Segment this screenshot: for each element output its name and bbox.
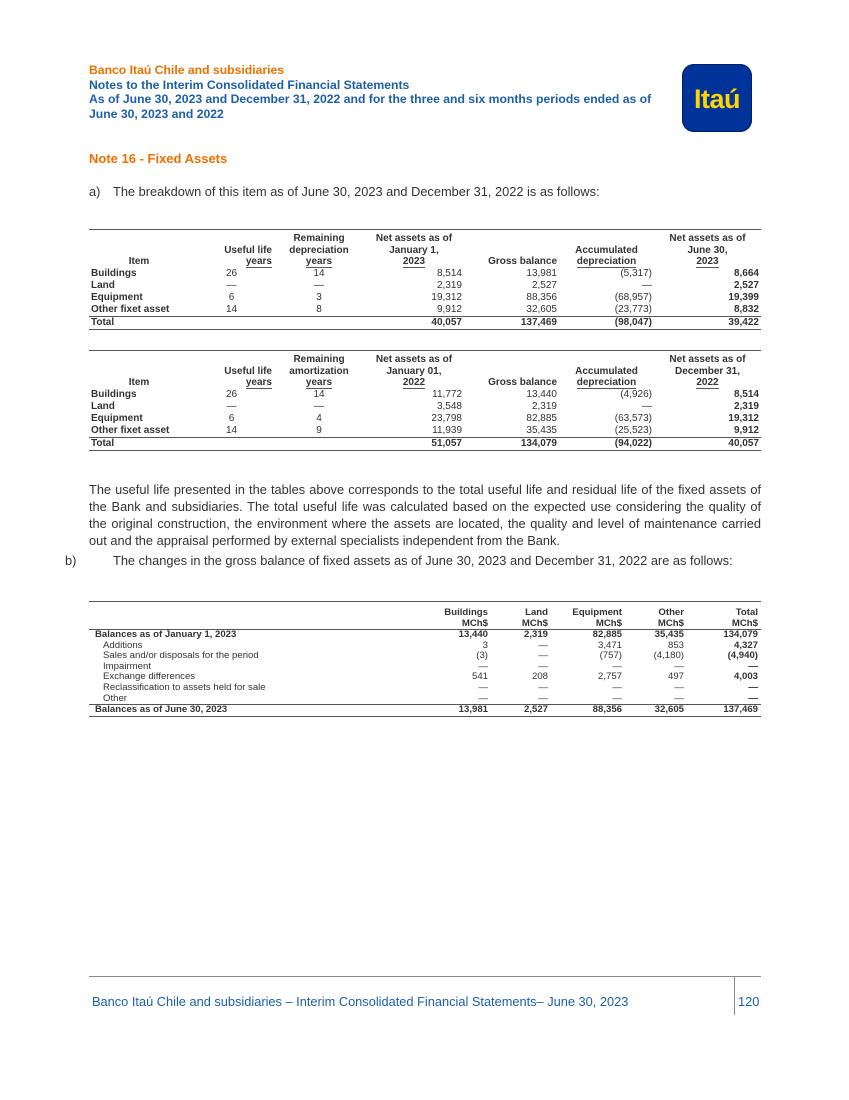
table-row: Buildings 26 14 8,514 13,981 (5,317) 8,664 [91,267,759,279]
col-useful-life: Useful life years [189,351,274,389]
paragraph-b-text: The changes in the gross balance of fixed assets as of June 30, 2023 and December 31, 2022 are as follows: [113,553,733,568]
table-row: Exchange differences 541 208 2,757 497 4,003 [103,671,758,683]
table-row: Buildings 26 14 11,772 13,440 (4,926) 8,514 [91,388,759,400]
header-line-4: June 30, 2023 and 2022 [89,106,224,121]
table-total-row: Total 51,057 134,079 (94,022) 40,057 [91,437,759,449]
col-item: Item [89,351,189,389]
document-header [89,63,689,121]
footer-page-divider [734,977,735,1015]
col-accum: Accumulated depreciation [559,351,654,389]
col-remaining: Remaining amortization years [274,351,364,389]
closing-balance-row: Balances as of June 30, 2023 13,981 2,527 88,356 32,605 137,469 [89,705,761,717]
col-gross: Gross balance [464,230,559,268]
page-number: 120 [738,994,760,1009]
header-line-3: As of June 30, 2023 and December 31, 2022 and for the three and six months periods ended as of [89,92,652,106]
col-net-close: Net assets as of June 30, 2023 [654,230,761,268]
note-title: Note 16 - Fixed Assets [89,151,228,166]
table-total-row: Total 40,057 137,469 (98,047) 39,422 [91,316,759,328]
col-buildings: Buildings [429,602,491,619]
company-name: Banco Itaú Chile and subsidiaries [89,63,285,77]
table-row: Land — — 3,548 2,319 — 2,319 [91,400,759,412]
header-line-2: Notes to the Interim Consolidated Financial Statements [89,77,410,92]
table-row: Reclassification to assets held for sale — — — — — [103,681,758,693]
unit-label: MCh$ [687,618,761,630]
unit-label: MCh$ [491,618,551,630]
col-remaining: Remaining depreciation years [274,230,364,268]
col-net-open: Net assets as of January 1, 2023 [364,230,464,268]
col-total: Total [687,602,761,619]
logo-text: Itaú [693,84,740,114]
itau-logo [682,64,752,132]
paragraph-b-letter: b) [65,553,77,568]
paragraph-a-letter: a) [89,184,101,199]
col-accum: Accumulated depreciation [559,230,654,268]
paragraph-a-text: The breakdown of this item as of June 30, 2023 and December 31, 2022 is as follows: [113,184,600,199]
fixed-assets-table-2023 [89,229,761,330]
col-other: Other [625,602,687,619]
unit-label: MCh$ [429,618,491,630]
footer-text: Banco Itaú Chile and subsidiaries – Interim Consolidated Financial Statements– June 30, 2023 [92,994,629,1009]
paragraph-b [65,552,761,569]
table-row: Impairment — — — — — [103,660,758,672]
col-item: Item [89,230,189,268]
opening-balance-row: Balances as of January 1, 2023 13,440 2,319 82,885 35,435 134,079 [95,629,758,640]
unit-label: MCh$ [625,618,687,630]
useful-life-paragraph: The useful life presented in the tables above corresponds to the total useful life and residual life of the fixed assets of the Bank and subsidiaries. The total useful life was calculated based on the expected use considering the quality of the original construction, the environment where the assets are located, the quality and level of maintenance carried out and the appraisal performed by external specialists independent from the Bank. [89,482,761,548]
col-net-open: Net assets as of January 01, 2022 [364,351,464,389]
paragraph-a [89,183,761,200]
fixed-assets-table-2022 [89,350,761,451]
table-row: Sales and/or disposals for the period (3) — (757) (4,180) (4,940) [103,650,758,662]
footer-divider [89,976,761,977]
table-row: Additions 3 — 3,471 853 4,327 [103,639,758,651]
unit-label: MCh$ [551,618,625,630]
col-useful-life: Useful life years [189,230,274,268]
table-row: Equipment 6 3 19,312 88,356 (68,957) 19,399 [91,291,759,303]
gross-balance-changes-table [89,601,761,717]
table-row: Equipment 6 4 23,798 82,885 (63,573) 19,312 [91,412,759,424]
table-row: Land — — 2,319 2,527 — 2,527 [91,279,759,291]
col-gross: Gross balance [464,351,559,389]
col-equipment: Equipment [551,602,625,619]
table-row: Other fixet asset 14 8 9,912 32,605 (23,773) 8,832 [91,303,759,315]
table-row: Other — — — — — [103,692,758,704]
col-net-close: Net assets as of December 31, 2022 [654,351,761,389]
table-row: Other fixet asset 14 9 11,939 35,435 (25,523) 9,912 [91,424,759,436]
col-land: Land [491,602,551,619]
